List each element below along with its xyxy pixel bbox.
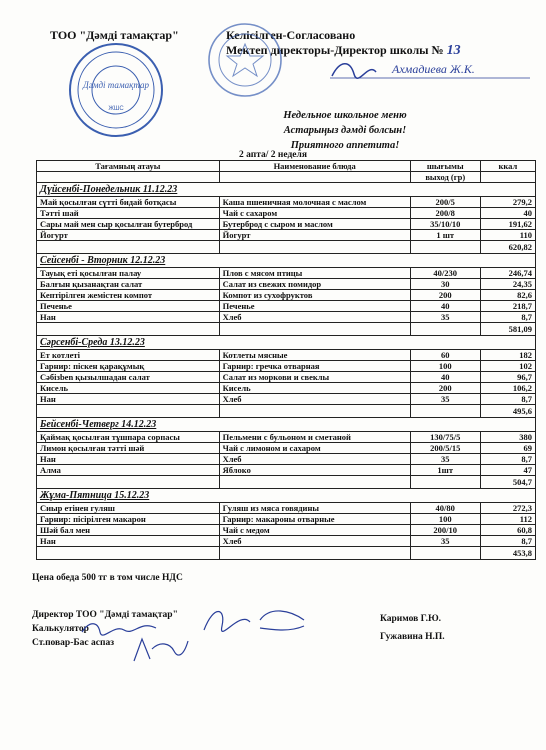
- dish-name-kz: Нан: [37, 536, 220, 547]
- dish-yield: 40: [410, 372, 480, 383]
- director-signature-icon: [330, 58, 530, 80]
- dish-name-ru: Салат из моркови и свеклы: [219, 372, 410, 383]
- table-row: [37, 230, 536, 241]
- col-header-yield: шығымы: [410, 161, 480, 172]
- day-total-row: [37, 547, 536, 560]
- dish-name-kz: Ет котлеті: [37, 350, 220, 361]
- dish-name-ru: Пельмени с бульоном и сметаной: [219, 432, 410, 443]
- dish-name-kz: Тәтті шай: [37, 208, 220, 219]
- dish-name-kz: Сәбізben қызылшадан салат: [37, 372, 220, 383]
- dish-name-kz: Гарнир: піскен қарақұмық: [37, 361, 220, 372]
- dish-name-ru: Йогурт: [219, 230, 410, 241]
- day-total-kcal: 581,09: [480, 323, 535, 336]
- dish-kcal: 60,8: [480, 525, 535, 536]
- dish-name-ru: Котлеты мясные: [219, 350, 410, 361]
- dish-yield: 35: [410, 312, 480, 323]
- dish-name-kz: Нан: [37, 394, 220, 405]
- table-row: [37, 443, 536, 454]
- dish-yield: 100: [410, 361, 480, 372]
- dish-name-kz: Тауық еті қосылған палау: [37, 268, 220, 279]
- dish-kcal: 40: [480, 208, 535, 219]
- dish-name-kz: Балғын қызанақтан салат: [37, 279, 220, 290]
- table-row: [37, 454, 536, 465]
- dish-kcal: 191,62: [480, 219, 535, 230]
- day-title: Бейсенбі-Четверг 14.12.23: [37, 418, 536, 432]
- dish-name-kz: Алма: [37, 465, 220, 476]
- approval-subtitle: Мектеп директоры-Директор школы № 13: [226, 43, 461, 58]
- director-name: Каримов Г.Ю.: [380, 614, 442, 624]
- dish-name-ru: Компот из сухофруктов: [219, 290, 410, 301]
- dish-name-ru: Гуляш из мяса говядины: [219, 503, 410, 514]
- day-title: Сәрсенбі-Среда 13.12.23: [37, 336, 536, 350]
- dish-name-ru: Каша пшеничная молочная с маслом: [219, 197, 410, 208]
- table-header-row: [37, 161, 536, 172]
- table-row: [37, 525, 536, 536]
- dish-name-ru: Гарнир: гречка отварная: [219, 361, 410, 372]
- dish-name-kz: Нан: [37, 312, 220, 323]
- dish-kcal: 246,74: [480, 268, 535, 279]
- dish-name-kz: Йогурт: [37, 230, 220, 241]
- menu-wish-ru: Приятного аппетита!: [290, 140, 400, 151]
- dish-kcal: 24,35: [480, 279, 535, 290]
- table-row: [37, 536, 536, 547]
- dish-kcal: 8,7: [480, 536, 535, 547]
- dish-yield: 100: [410, 514, 480, 525]
- day-header-row: [37, 336, 536, 350]
- table-row: [37, 350, 536, 361]
- dish-yield: 40/80: [410, 503, 480, 514]
- lunch-price: Цена обеда 500 тг в том числе НДС: [32, 573, 183, 583]
- dish-yield: 200/10: [410, 525, 480, 536]
- day-header-row: [37, 418, 536, 432]
- dish-name-kz: Печенье: [37, 301, 220, 312]
- dish-yield: 1 шт: [410, 230, 480, 241]
- col-header-kz: Тағамның атауы: [37, 161, 220, 172]
- day-header-row: [37, 254, 536, 268]
- svg-text:Ахмадиева Ж.К.: Ахмадиева Ж.К.: [392, 62, 475, 76]
- table-row: [37, 432, 536, 443]
- dish-kcal: 69: [480, 443, 535, 454]
- table-row: [37, 197, 536, 208]
- table-row: [37, 279, 536, 290]
- dish-yield: 200/5: [410, 197, 480, 208]
- dish-name-kz: Қаймақ қосылған тұшпара сорпасы: [37, 432, 220, 443]
- dish-name-kz: Кисель: [37, 383, 220, 394]
- dish-yield: 200: [410, 383, 480, 394]
- table-row: [37, 465, 536, 476]
- dish-yield: 1шт: [410, 465, 480, 476]
- table-row: [37, 219, 536, 230]
- table-row: [37, 301, 536, 312]
- dish-yield: 200: [410, 290, 480, 301]
- svg-text:ЖШС: ЖШС: [108, 106, 124, 112]
- dish-name-ru: Хлеб: [219, 312, 410, 323]
- school-number: 13: [446, 43, 461, 58]
- table-row: [37, 514, 536, 525]
- col-header-ru: Наименование блюда: [219, 161, 410, 172]
- table-row: [37, 372, 536, 383]
- dish-name-kz: Сары май мен сыр қосылған бутерброд: [37, 219, 220, 230]
- dish-yield: 35: [410, 454, 480, 465]
- dish-yield: 30: [410, 279, 480, 290]
- accountant-name: Гужавина Н.П.: [380, 632, 445, 642]
- menu-wish-kz: Астарыңыз дәмді болсын!: [283, 125, 407, 136]
- dish-kcal: 112: [480, 514, 535, 525]
- dish-kcal: 279,2: [480, 197, 535, 208]
- dish-name-ru: Хлеб: [219, 454, 410, 465]
- dish-name-kz: Шәй бал мен: [37, 525, 220, 536]
- table-row: [37, 290, 536, 301]
- day-total-row: [37, 405, 536, 418]
- col-subheader-yield: выход (гр): [410, 172, 480, 183]
- dish-kcal: 8,7: [480, 454, 535, 465]
- dish-kcal: 218,7: [480, 301, 535, 312]
- day-total-row: [37, 476, 536, 489]
- dish-name-ru: Хлеб: [219, 536, 410, 547]
- approval-title: Келісілген-Согласовано: [226, 28, 356, 42]
- accountant-label: Калькулятор: [32, 624, 89, 634]
- menu-table: [36, 160, 536, 560]
- dish-name-ru: Бутерброд с сыром и маслом: [219, 219, 410, 230]
- dish-yield: 60: [410, 350, 480, 361]
- day-total-kcal: 504,7: [480, 476, 535, 489]
- chef-signature-icon: [130, 635, 190, 665]
- table-row: [37, 503, 536, 514]
- dish-name-ru: Гарнир: макароны отварные: [219, 514, 410, 525]
- day-total-kcal: 620,82: [480, 241, 535, 254]
- day-total-kcal: 453,8: [480, 547, 535, 560]
- svg-text:Дәмді тамақтар: Дәмді тамақтар: [83, 80, 149, 90]
- dish-name-kz: Кептірілген жемістен компот: [37, 290, 220, 301]
- dish-kcal: 106,2: [480, 383, 535, 394]
- dish-yield: 200/8: [410, 208, 480, 219]
- dish-kcal: 82,6: [480, 290, 535, 301]
- dish-kcal: 182: [480, 350, 535, 361]
- dish-kcal: 8,7: [480, 312, 535, 323]
- day-header-row: [37, 183, 536, 197]
- director-label: Директор ТОО "Дәмді тамақтар": [32, 610, 178, 620]
- dish-name-kz: Нан: [37, 454, 220, 465]
- director-footer-signature-icon: [200, 600, 310, 640]
- dish-name-ru: Салат из свежих помидор: [219, 279, 410, 290]
- dish-name-kz: Сиыр етінен гуляш: [37, 503, 220, 514]
- dish-kcal: 380: [480, 432, 535, 443]
- day-header-row: [37, 489, 536, 503]
- table-row: [37, 312, 536, 323]
- dish-name-ru: Яблоко: [219, 465, 410, 476]
- chef-label: Ст.повар-Бас аспаз: [32, 638, 115, 648]
- dish-kcal: 47: [480, 465, 535, 476]
- dish-kcal: 110: [480, 230, 535, 241]
- day-total-row: [37, 323, 536, 336]
- dish-name-kz: Гарнир: пісірілген макарон: [37, 514, 220, 525]
- dish-yield: 40/230: [410, 268, 480, 279]
- dish-yield: 130/75/5: [410, 432, 480, 443]
- dish-name-ru: Чай с лимоном и сахаром: [219, 443, 410, 454]
- dish-yield: 40: [410, 301, 480, 312]
- dish-yield: 35: [410, 394, 480, 405]
- school-seal-icon: [205, 20, 285, 100]
- dish-kcal: 96,7: [480, 372, 535, 383]
- dish-name-ru: Печенье: [219, 301, 410, 312]
- company-name: ТОО "Дәмді тамақтар": [50, 28, 179, 42]
- week-label: 2 апта/ 2 неделя: [239, 150, 307, 160]
- menu-titles: [150, 108, 540, 153]
- dish-name-kz: Лимон қосылған тәтті шәй: [37, 443, 220, 454]
- dish-name-ru: Чай с медом: [219, 525, 410, 536]
- dish-kcal: 102: [480, 361, 535, 372]
- day-total-kcal: 495,6: [480, 405, 535, 418]
- table-row: [37, 361, 536, 372]
- dish-name-ru: Кисель: [219, 383, 410, 394]
- day-title: Жұма-Пятница 15.12.23: [37, 489, 536, 503]
- table-row: [37, 394, 536, 405]
- table-row: [37, 208, 536, 219]
- day-title: Дүйсенбі-Понедельник 11.12.23: [37, 183, 536, 197]
- dish-name-kz: Май қосылған сүтті бидай ботқасы: [37, 197, 220, 208]
- signatory-names: [380, 610, 445, 646]
- dish-kcal: 272,3: [480, 503, 535, 514]
- day-title: Сейсенбі - Вторник 12.12.23: [37, 254, 536, 268]
- dish-name-ru: Хлеб: [219, 394, 410, 405]
- dish-yield: 200/5/15: [410, 443, 480, 454]
- table-row: [37, 268, 536, 279]
- dish-yield: 35/10/10: [410, 219, 480, 230]
- menu-title: Недельное школьное меню: [283, 110, 407, 121]
- dish-kcal: 8,7: [480, 394, 535, 405]
- col-header-kcal: ккал: [480, 161, 535, 172]
- dish-yield: 35: [410, 536, 480, 547]
- dish-name-ru: Чай с сахаром: [219, 208, 410, 219]
- dish-name-ru: Плов с мясом птицы: [219, 268, 410, 279]
- day-total-row: [37, 241, 536, 254]
- table-row: [37, 383, 536, 394]
- table-subheader-row: [37, 172, 536, 183]
